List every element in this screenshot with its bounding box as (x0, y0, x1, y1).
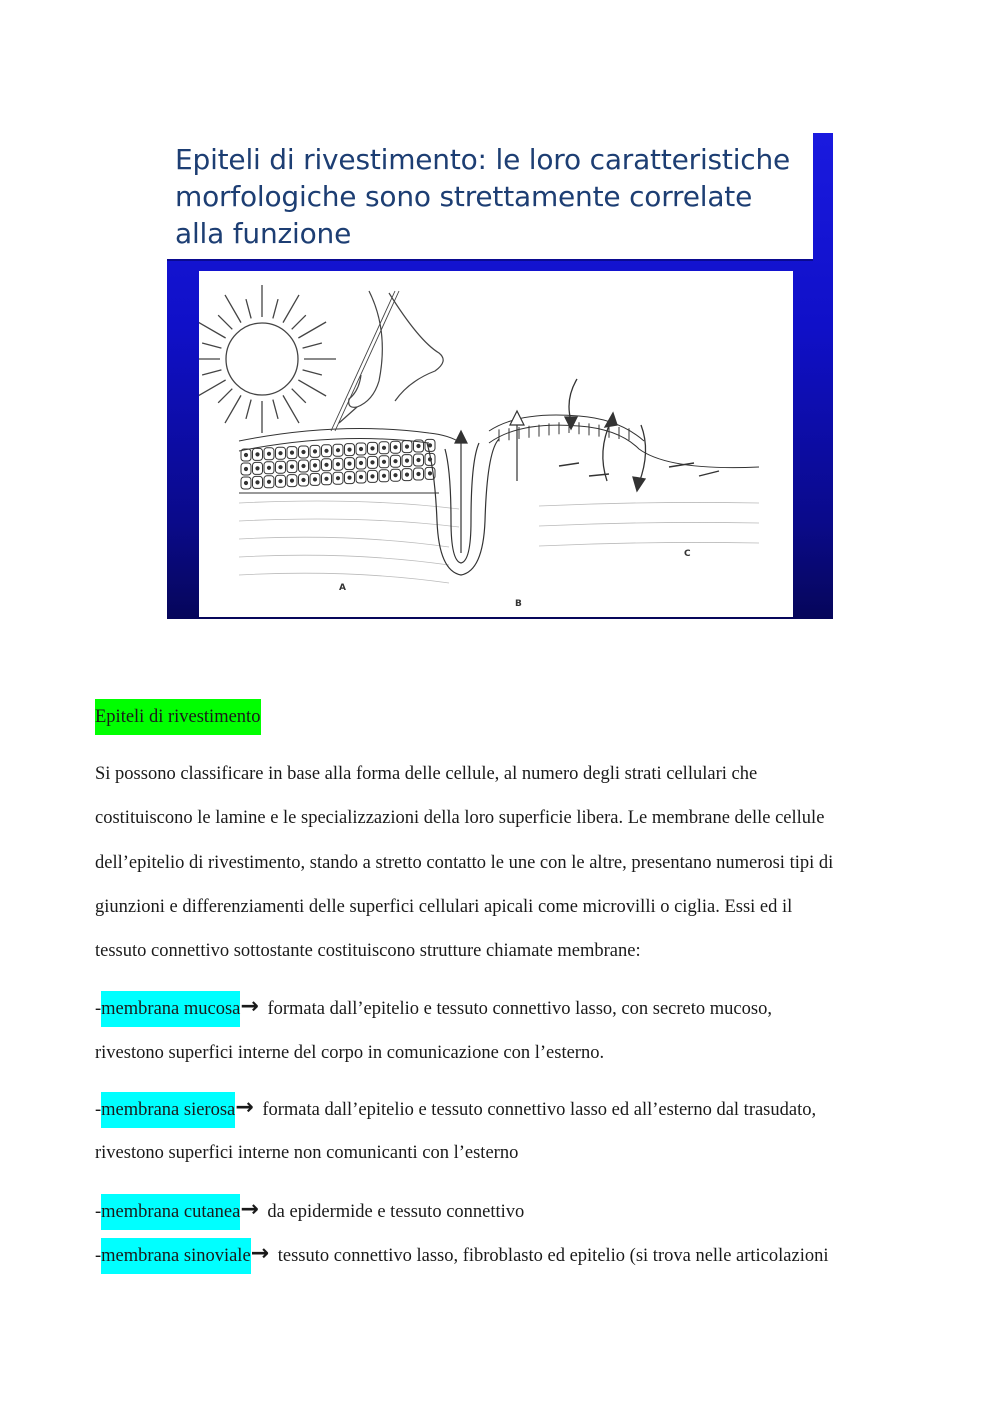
membrane-sierosa (95, 1095, 817, 1121)
hollow-arrow-icon (510, 411, 524, 481)
intro-line-3: dell’epitelio di rivestimento, stando a stretto contatto le une con le altre, presentano numerosi tipi di (95, 853, 834, 873)
gland-invagination (427, 431, 499, 575)
membrane-mucosa-desc: formata dall’epitelio e tessuto connettivo lasso, con secreto mucoso, (262, 999, 772, 1019)
epithelium-drawing (199, 271, 793, 617)
right-arrow-icon: → (250, 1241, 270, 1266)
membrane-mucosa-cont: rivestono superfici interne del corpo in comunicazione con l’esterno. (95, 1043, 605, 1063)
right-arrow-icon: → (240, 994, 259, 1019)
connective-tissue (239, 501, 759, 583)
sun-icon (199, 285, 336, 433)
membrane-cutanea-desc: da epidermide e tessuto connettivo (262, 1202, 525, 1222)
term-membrana-cutanea: membrana cutanea (101, 1194, 240, 1230)
membrane-sinoviale-desc: tessuto connettivo lasso, fibroblasto ed epitelio (si trova nelle articolazioni (273, 1246, 829, 1266)
section-title-highlight: Epiteli di rivestimento (95, 699, 261, 735)
list-dash: - (95, 999, 102, 1019)
figure-label-c: C (684, 549, 691, 559)
intro-line-5: tessuto connettivo sottostante costituiscono strutture chiamate membrane: (95, 941, 641, 961)
term-membrana-mucosa: membrana mucosa (101, 991, 240, 1027)
list-dash: - (95, 1246, 102, 1266)
membrane-sierosa-cont: rivestono superfici interne non comunicanti con l’esterno (95, 1143, 519, 1163)
epithelium-illustration (199, 271, 793, 617)
figure-label-b: B (515, 599, 522, 609)
membrane-mucosa (95, 994, 772, 1020)
slide-header (167, 133, 813, 261)
slide-title: Epiteli di rivestimento: le loro caratteristiche morfologiche sono strettamente correlate alla funzione (175, 143, 791, 250)
stratified-epithelium (239, 429, 461, 494)
intro-line-1: Si possono classificare in base alla forma delle cellule, al numero degli strati cellulari che (95, 764, 758, 784)
term-membrana-sierosa: membrana sierosa (101, 1092, 235, 1128)
curved-arrow-icon (565, 379, 577, 429)
figure-label-a: A (339, 583, 346, 593)
right-arrow-icon: → (235, 1095, 254, 1120)
exchange-arrows-icon (559, 413, 719, 491)
hand-with-needle (331, 291, 443, 431)
membrane-cutanea (95, 1197, 525, 1223)
membrane-sierosa-desc: formata dall’epitelio e tessuto connettivo lasso ed all’esterno dal trasudato, (257, 1100, 817, 1120)
intro-line-4: giunzioni e differenziamenti delle superfici cellulari apicali come microvilli o ciglia. Essi ed il (95, 897, 793, 917)
right-arrow-icon: → (240, 1197, 259, 1222)
section-title (95, 706, 261, 728)
list-dash: - (95, 1100, 102, 1120)
intro-line-2: costituiscono le lamine e le specializzazioni della loro superficie libera. Le membrane delle cellule (95, 808, 825, 828)
list-dash: - (95, 1202, 102, 1222)
slide-image (167, 133, 833, 619)
term-membrana-sinoviale: membrana sinoviale (101, 1238, 251, 1274)
membrane-sinoviale (95, 1241, 829, 1267)
simple-epithelium (489, 415, 759, 468)
